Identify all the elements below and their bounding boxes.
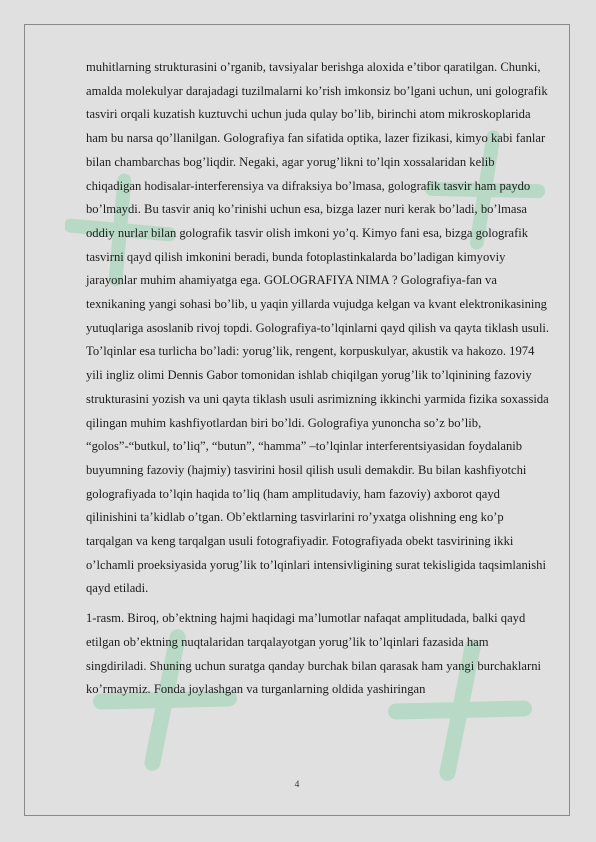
paragraph: muhitlarning strukturasini o’rganib, tavsiyalar berishga aloxida e’tibor qaratilgan. Chunki, amalda molekulyar darajadagi tuzilmalarni ko’rish imkonsiz bo’lgani uchun, uni golografik tasviri orqali kuzatish kuztuvchi uchun juda qulay bo’lib, birinchi atom mikroskoplarida ham bu narsa qo’llanilgan. Golografiya fan sifatida optika, lazer fizikasi, kimyo kabi fanlar bilan chambarchas bog’liqdir. Negaki, agar yorug’likni to’lqin xossalaridan kelib chiqadigan hodisalar-interferensiya va difraksiya bo’lmasa, golografik tasvir ham paydo bo’lmaydi. Bu tasvir aniq ko’rinishi uchun esa, bizga lazer nuri kerak bo’ladi, bo’lmasa oddiy nurlar bilan golografik tasvir olish imkoni yo’q. Kimyo fani esa, bizga golografik tasvirni qayd qilish imkonini beradi, bunda fotoplastinkalarda bo’ladigan kimyoviy jarayonlar muhim ahamiyatga ega. GOLOGRAFIYA NIMA ? Golografiya-fan va texnikaning yangi sohasi bo’lib, u yaqin yillarda vujudga kelgan va kvant elektronikasining yutuqlariga asoslanib rivoj topdi. Golografiya-to’lqinlarni qayd qilish va qayta tiklash usuli. To’lqinlar esa turlicha bo’ladi: yorug’lik, rengent, korpuskulyar, akustik va hakozo. 1974 yili ingliz olimi Dennis Gabor tomonidan ishlab chiqilgan yorug’lik to’lqinining fazoviy strukturasini yozish va uni qayta tiklash usuli asrimizning ikkinchi yarmida fizika soxassida qilingan muhim kashfiyotlardan biri bo’ldi. Golografiya yunoncha so’z bo’lib, “golos”-“butkul, to’liq”, “butun”, “hamma” –to’lqinlar interferentsiyasidan foydalanib buyumning fazoviy (hajmiy) tasvirini hosil qilish usuli demakdir. Bu bilan kashfiyotchi golografiyada to’lqin haqida to’liq (ham amplitudaviy, ham fazoviy) axborot qayd qilinishini ta’kidlab o’tgan. Ob’ektlarning tasvirlarini ro’yxatga olishning eng ko’p tarqalgan va keng tarqalgan usuli fotografiyadir. Fotografiyada obekt tasvirining ikki o’lchamli proeksiyasida yorug’lik to’lqinlari intensivligining surat tekisligida taqsimlanishi qayd etiladi.	[86, 60, 550, 596]
document-body	[86, 56, 552, 702]
document-page	[24, 24, 570, 816]
paragraph: 1-rasm. Biroq, ob’ektning hajmi haqidagi ma’lumotlar nafaqat amplitudada, balki qayd etilgan ob’ektning nuqtalaridan tarqalayotgan yorug’lik to’lqinlari fazasida ham singdiriladi. Shuning uchun suratga qanday burchak bilan qarasak ham yangi burchaklarni ko’rmaymiz. Fonda joylashgan va turganlarning oldida yashiringan	[86, 611, 541, 697]
page-number: 4	[294, 780, 300, 790]
